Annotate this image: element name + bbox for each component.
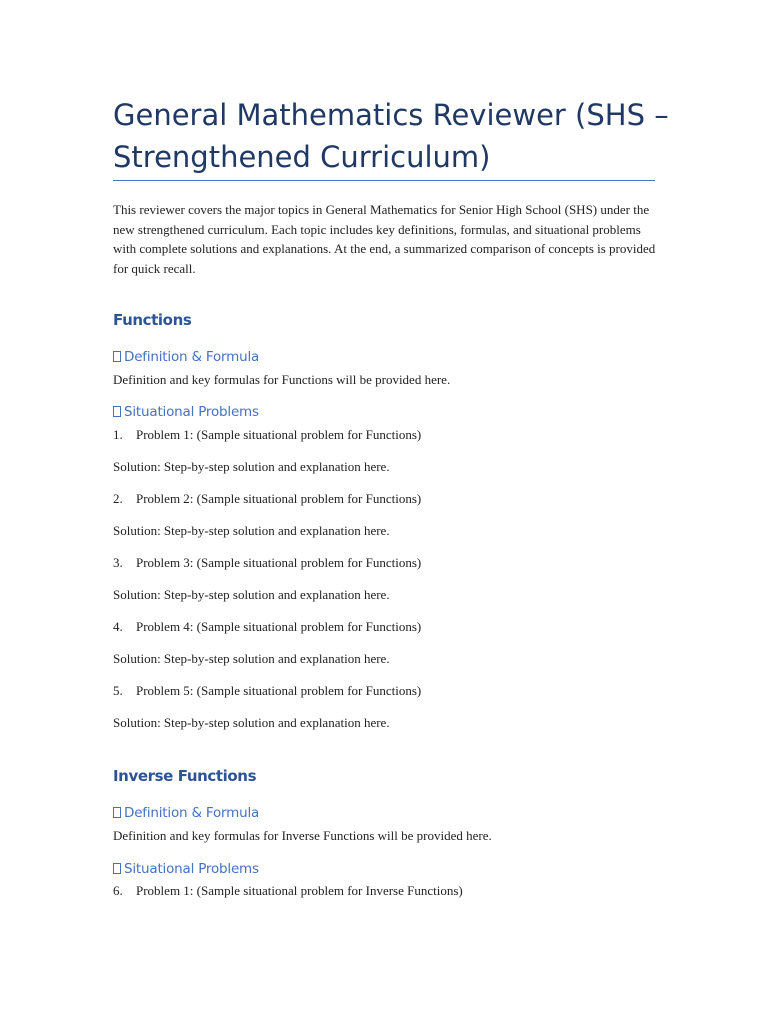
list-item-problem: 2. Problem 2: (Sample situational problem for Functions) [113, 491, 422, 506]
subheading-label: Definition & Formula [124, 805, 260, 821]
solution-text: Solution: Step-by-step solution and explanation here. [113, 651, 390, 666]
missing-glyph-icon [113, 863, 121, 874]
missing-glyph-icon [113, 406, 121, 417]
list-item-problem: 4. Problem 4: (Sample situational problem for Functions) [113, 619, 422, 634]
subheading-situational-problems [113, 403, 259, 421]
missing-glyph-icon [113, 807, 121, 818]
subheading-label: Situational Problems [124, 861, 259, 877]
solution-text: Solution: Step-by-step solution and explanation here. [113, 523, 390, 538]
list-item-problem: 1. Problem 1: (Sample situational problem for Functions) [113, 427, 422, 442]
title-underline [113, 180, 655, 181]
document-title: General Mathematics Reviewer (SHS – Strengthened Curriculum) [113, 98, 669, 174]
list-item-problem: 6. Problem 1: (Sample situational problem for Inverse Functions) [113, 883, 463, 898]
section-heading-functions: Functions [113, 311, 192, 329]
solution-text: Solution: Step-by-step solution and explanation here. [113, 715, 390, 730]
subheading-definition-formula [113, 348, 259, 366]
solution-text: Solution: Step-by-step solution and explanation here. [113, 587, 390, 602]
solution-text: Solution: Step-by-step solution and explanation here. [113, 459, 390, 474]
list-item-problem: 5. Problem 5: (Sample situational problem for Functions) [113, 683, 422, 698]
subheading-definition-formula [113, 804, 259, 822]
intro-paragraph: This reviewer covers the major topics in General Mathematics for Senior High School (SHS) under the new strengthened curriculum. Each topic includes key definitions, formulas, and situational problems with complete solutions and explanations. At the end, a summarized comparison of concepts is provided for quick recall. [113, 202, 656, 276]
missing-glyph-icon [113, 351, 121, 362]
definition-text: Definition and key formulas for Inverse Functions will be provided here. [113, 828, 492, 843]
subheading-label: Definition & Formula [124, 349, 260, 365]
subheading-label: Situational Problems [124, 404, 259, 420]
section-heading-inverse-functions: Inverse Functions [113, 767, 257, 785]
definition-text: Definition and key formulas for Functions will be provided here. [113, 372, 451, 387]
subheading-situational-problems [113, 860, 259, 878]
list-item-problem: 3. Problem 3: (Sample situational problem for Functions) [113, 555, 422, 570]
